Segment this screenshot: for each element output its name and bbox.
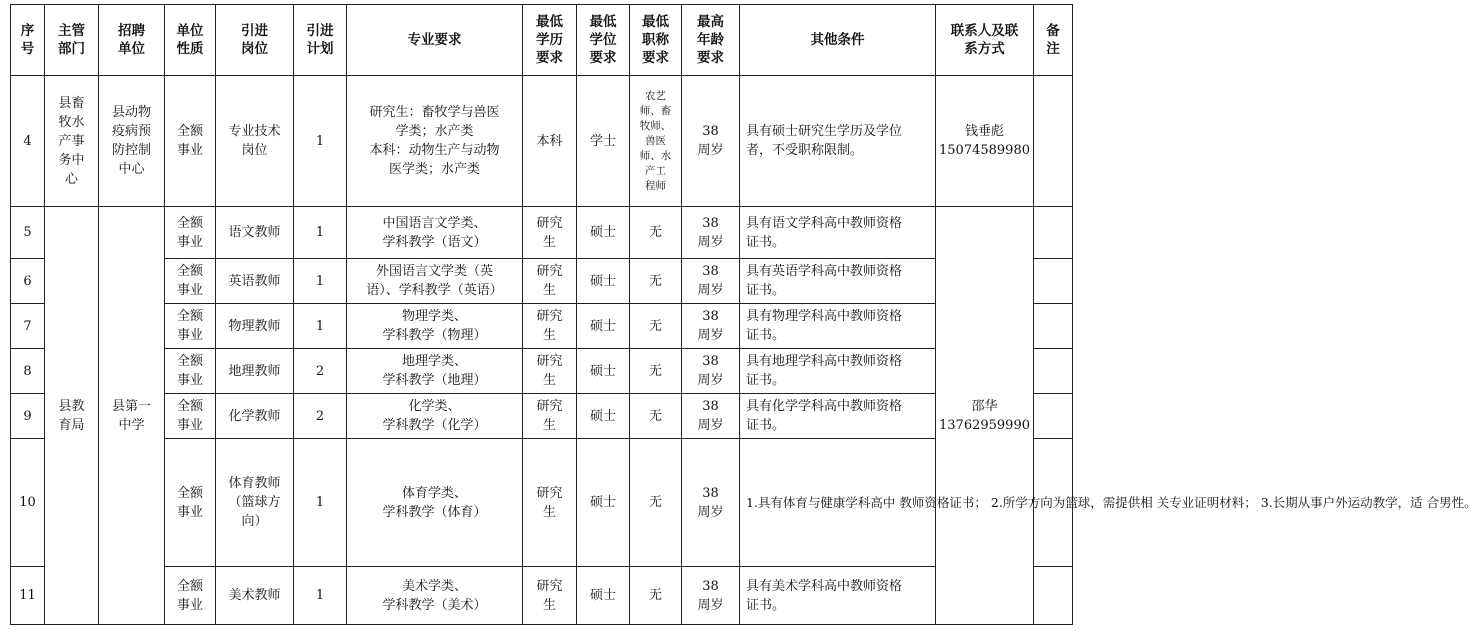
cell-age: 38 周岁 [682, 304, 740, 349]
cell-nature: 全额 事业 [165, 567, 216, 625]
cell-seq: 8 [11, 349, 45, 394]
cell-title: 无 [630, 259, 682, 304]
cell-age: 38 周岁 [682, 259, 740, 304]
cell-age: 38 周岁 [682, 207, 740, 259]
cell-unit: 县动物 疫病预 防控制 中心 [99, 76, 165, 207]
cell-contact: 钱垂彪 15074589980 [936, 76, 1034, 207]
table-row [11, 207, 1073, 259]
cell-dept: 县教 育局 [45, 207, 99, 625]
cell-nature: 全额 事业 [165, 304, 216, 349]
cell-seq: 5 [11, 207, 45, 259]
cell-title: 无 [630, 207, 682, 259]
cell-seq: 10 [11, 439, 45, 567]
cell-nature: 全额 事业 [165, 439, 216, 567]
cell-plan: 1 [294, 76, 347, 207]
recruitment-table [10, 4, 1477, 625]
header-other: 其他条件 [740, 5, 936, 76]
header-post: 引进 岗位 [216, 5, 294, 76]
cell-plan: 1 [294, 439, 347, 567]
cell-edu: 研究 生 [523, 207, 577, 259]
cell-remark [1034, 304, 1073, 349]
cell-other: 具有美术学科高中教师资格 证书。 [740, 567, 936, 625]
cell-nature: 全额 事业 [165, 207, 216, 259]
header-degree: 最低 学位 要求 [577, 5, 630, 76]
cell-age: 38 周岁 [682, 567, 740, 625]
cell-title: 无 [630, 349, 682, 394]
cell-age: 38 周岁 [682, 439, 740, 567]
cell-edu: 本科 [523, 76, 577, 207]
header-age: 最高 年龄 要求 [682, 5, 740, 76]
cell-seq: 7 [11, 304, 45, 349]
header-dept: 主管 部门 [45, 5, 99, 76]
cell-edu: 研究 生 [523, 304, 577, 349]
cell-edu: 研究 生 [523, 259, 577, 304]
cell-degree: 硕士 [577, 207, 630, 259]
cell-title: 无 [630, 567, 682, 625]
cell-major: 地理学类、 学科教学（地理） [347, 349, 523, 394]
cell-other: 具有地理学科高中教师资格 证书。 [740, 349, 936, 394]
table-row [11, 394, 1073, 439]
header-plan: 引进 计划 [294, 5, 347, 76]
cell-degree: 学士 [577, 76, 630, 207]
cell-age: 38 周岁 [682, 394, 740, 439]
header-nature: 单位 性质 [165, 5, 216, 76]
cell-seq: 4 [11, 76, 45, 207]
table-row [11, 439, 1073, 567]
cell-plan: 1 [294, 259, 347, 304]
cell-edu: 研究 生 [523, 567, 577, 625]
cell-nature: 全额 事业 [165, 259, 216, 304]
cell-remark [1034, 76, 1073, 207]
cell-degree: 硕士 [577, 349, 630, 394]
cell-plan: 2 [294, 349, 347, 394]
cell-dept: 县畜 牧水 产事 务中 心 [45, 76, 99, 207]
cell-title: 无 [630, 439, 682, 567]
cell-major: 化学类、 学科教学（化学） [347, 394, 523, 439]
cell-major: 体育学类、 学科教学（体育） [347, 439, 523, 567]
header-row [11, 5, 1073, 76]
cell-degree: 硕士 [577, 567, 630, 625]
cell-degree: 硕士 [577, 394, 630, 439]
cell-title: 无 [630, 394, 682, 439]
cell-degree: 硕士 [577, 304, 630, 349]
cell-remark [1034, 207, 1073, 259]
header-edu: 最低 学历 要求 [523, 5, 577, 76]
cell-post: 专业技术 岗位 [216, 76, 294, 207]
cell-contact: 邵华 13762959990 [936, 207, 1034, 625]
cell-remark [1034, 259, 1073, 304]
cell-edu: 研究 生 [523, 394, 577, 439]
cell-seq: 6 [11, 259, 45, 304]
table-row [11, 259, 1073, 304]
cell-nature: 全额 事业 [165, 76, 216, 207]
header-title: 最低 职称 要求 [630, 5, 682, 76]
cell-edu: 研究 生 [523, 349, 577, 394]
cell-post: 美术教师 [216, 567, 294, 625]
cell-nature: 全额 事业 [165, 394, 216, 439]
header-unit: 招聘 单位 [99, 5, 165, 76]
cell-edu: 研究 生 [523, 439, 577, 567]
cell-plan: 1 [294, 304, 347, 349]
cell-post: 地理教师 [216, 349, 294, 394]
cell-post: 化学教师 [216, 394, 294, 439]
cell-post: 语文教师 [216, 207, 294, 259]
cell-plan: 2 [294, 394, 347, 439]
cell-plan: 1 [294, 567, 347, 625]
cell-major: 美术学类、 学科教学（美术） [347, 567, 523, 625]
cell-major: 研究生：畜牧学与兽医 学类；水产类 本科：动物生产与动物 医学类；水产类 [347, 76, 523, 207]
header-contact: 联系人及联 系方式 [936, 5, 1034, 76]
cell-seq: 11 [11, 567, 45, 625]
table-row [11, 349, 1073, 394]
cell-major: 物理学类、 学科教学（物理） [347, 304, 523, 349]
cell-post: 英语教师 [216, 259, 294, 304]
cell-other: 具有英语学科高中教师资格 证书。 [740, 259, 936, 304]
cell-unit: 县第一 中学 [99, 207, 165, 625]
cell-title: 农艺 师、畜 牧师、 兽医 师、水 产工 程师 [630, 76, 682, 207]
cell-post: 体育教师 （篮球方 向） [216, 439, 294, 567]
cell-post: 物理教师 [216, 304, 294, 349]
cell-other: 具有硕士研究生学历及学位 者，不受职称限制。 [740, 76, 936, 207]
cell-degree: 硕士 [577, 439, 630, 567]
header-major: 专业要求 [347, 5, 523, 76]
cell-remark [1034, 349, 1073, 394]
cell-other: 1.具有体育与健康学科高中 教师资格证书； 2.所学方向为篮球，需提供相 关专业证明材料； 3.长期从事户外运动教学，适 合男性。 [740, 439, 936, 567]
cell-other: 具有化学学科高中教师资格 证书。 [740, 394, 936, 439]
table-row [11, 76, 1073, 207]
cell-age: 38 周岁 [682, 349, 740, 394]
table-row [11, 567, 1073, 625]
cell-remark [1034, 567, 1073, 625]
cell-plan: 1 [294, 207, 347, 259]
cell-other: 具有物理学科高中教师资格 证书。 [740, 304, 936, 349]
cell-nature: 全额 事业 [165, 349, 216, 394]
cell-title: 无 [630, 304, 682, 349]
table-row [11, 304, 1073, 349]
recruitment-table-wrapper [10, 4, 1477, 625]
header-remark: 备 注 [1034, 5, 1073, 76]
cell-age: 38 周岁 [682, 76, 740, 207]
cell-seq: 9 [11, 394, 45, 439]
cell-major: 外国语言文学类（英 语）、学科教学（英语） [347, 259, 523, 304]
cell-remark [1034, 394, 1073, 439]
cell-degree: 硕士 [577, 259, 630, 304]
cell-major: 中国语言文学类、 学科教学（语文） [347, 207, 523, 259]
header-seq: 序 号 [11, 5, 45, 76]
cell-other: 具有语文学科高中教师资格 证书。 [740, 207, 936, 259]
